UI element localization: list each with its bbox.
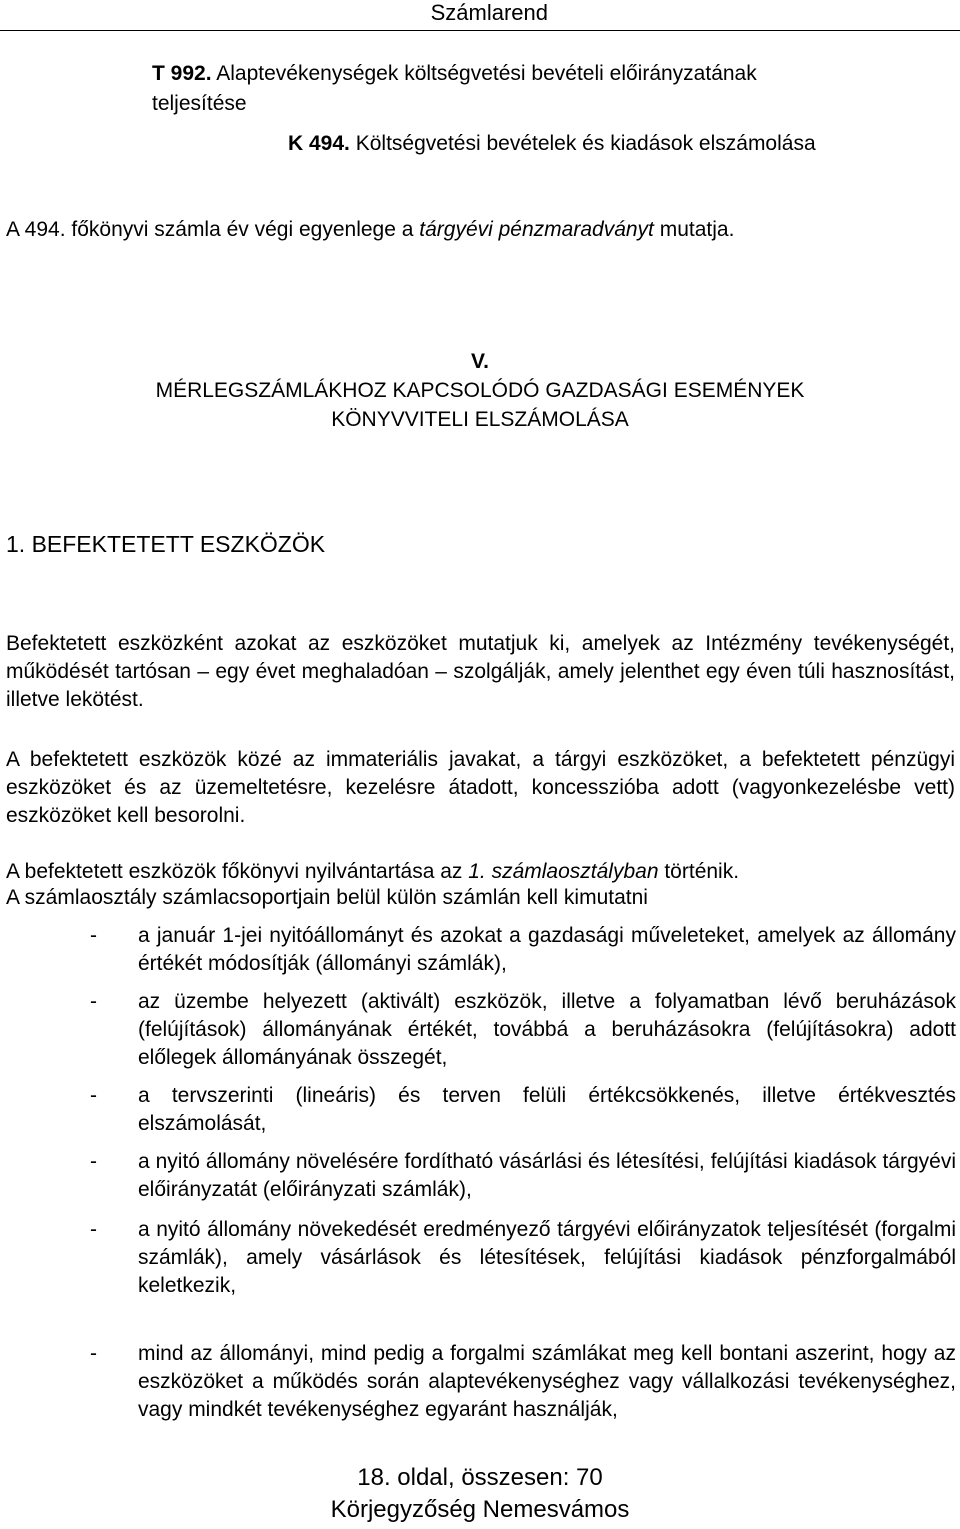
paragraph-list-intro: A számlaosztály számlacsoportjain belül külön számlán kell kimutatni (6, 886, 648, 909)
list-item-text: a nyitó állomány növekedését eredményező tárgyévi előirányzatok teljesítését (forgalmi számlák), amely vásárlások és létesítések, felújítási kiadások pénzforgalmából keletkezik, (138, 1218, 956, 1297)
footer-page-number: 18. oldal, összesen: 70 (357, 1464, 603, 1491)
list-item-text: mind az állományi, mind pedig a forgalmi számlákat meg kell bontani aszerint, hogy az eszközöket a működés során alaptevékenységhez vagy vállalkozási tevékenységhez, vagy mindkét tevékenységhez egyaránt használják, (138, 1342, 956, 1421)
paragraph-ledger-emphasis: 1. számlaosztályban (468, 860, 659, 883)
list-item (90, 1340, 956, 1424)
list-item-text: az üzembe helyezett (aktivált) eszközök, illetve a folyamatban lévő beruházások (felújítások) állományának értékét, továbbá a beruházásokra (felújításokra) adott előlegek állományának összegét, (138, 990, 956, 1069)
chapter-roman-numeral: V. (471, 350, 489, 373)
list-item (90, 922, 956, 978)
t992-text-line2: teljesítése (152, 92, 247, 115)
k494-text: Költségvetési bevételek és kiadások elszámolása (355, 132, 816, 155)
paragraph-definition: Befektetett eszközként azokat az eszközöket mutatjuk ki, amelyek az Intézmény tevékenységét, működését tartósan – egy évet meghaladóan – szolgálják, amely jelenthet egy éven túli hasznosítást, illetve lekötést. (6, 632, 955, 711)
list-dash: - (90, 1150, 97, 1173)
list-item (90, 1148, 956, 1204)
t992-code: T 992. (152, 62, 212, 85)
paragraph-ledger-prefix: A befektetett eszközök főkönyvi nyilvántartása az (6, 860, 469, 883)
list-dash: - (90, 1342, 97, 1365)
t992-text-line1: Alaptevékenységek költségvetési bevételi előirányzatának (216, 62, 757, 85)
a494-emphasis: tárgyévi pénzmaradványt (419, 218, 654, 241)
chapter-title-line2: KÖNYVVITELI ELSZÁMOLÁSA (331, 408, 629, 431)
list-item (90, 1082, 956, 1138)
footer-organization: Körjegyzőség Nemesvámos (330, 1496, 630, 1523)
list-dash: - (90, 1084, 97, 1107)
k494-heading (288, 130, 816, 158)
paragraph-ledger-suffix: történik. (658, 860, 740, 883)
paragraph-ledger (6, 858, 955, 886)
list-item (90, 988, 956, 1072)
k494-code: K 494. (288, 132, 350, 155)
paragraph-classification: A befektetett eszközök közé az immateriális javakat, a tárgyi eszközöket, a befektetett pénzügyi eszközöket és az üzemeltetésre, kezelésre átadott, koncesszióba adott (vagyonkezelésbe vett) eszközöket kell besorolni. (6, 748, 955, 827)
a494-suffix: mutatja. (653, 218, 735, 241)
list-item-text: a nyitó állomány növelésére fordítható vásárlási és létesítési, felújítási kiadások tárgyévi előirányzatát (előirányzati számlák), (138, 1150, 956, 1201)
list-item-text: a január 1-jei nyitóállományt és azokat a gazdasági műveleteket, amelyek az állomány értékét módosítják (állományi számlák), (138, 924, 956, 975)
section-heading: 1. BEFEKTETETT ESZKÖZÖK (6, 531, 326, 557)
list-item-text: a tervszerinti (lineáris) és terven felüli értékcsökkenés, illetve értékvesztés elszámolását, (138, 1084, 956, 1135)
list-dash: - (90, 1218, 97, 1241)
a494-statement (6, 216, 734, 244)
chapter-title-line1: MÉRLEGSZÁMLÁKHOZ KAPCSOLÓDÓ GAZDASÁGI ESEMÉNYEK (155, 379, 805, 402)
list-dash: - (90, 924, 97, 947)
list-dash: - (90, 990, 97, 1013)
header-divider (0, 30, 960, 31)
page-header-title: Számlarend (430, 0, 548, 25)
t992-heading (152, 60, 757, 88)
a494-prefix: A 494. főkönyvi számla év végi egyenlege a (6, 218, 420, 241)
list-item (90, 1216, 956, 1300)
